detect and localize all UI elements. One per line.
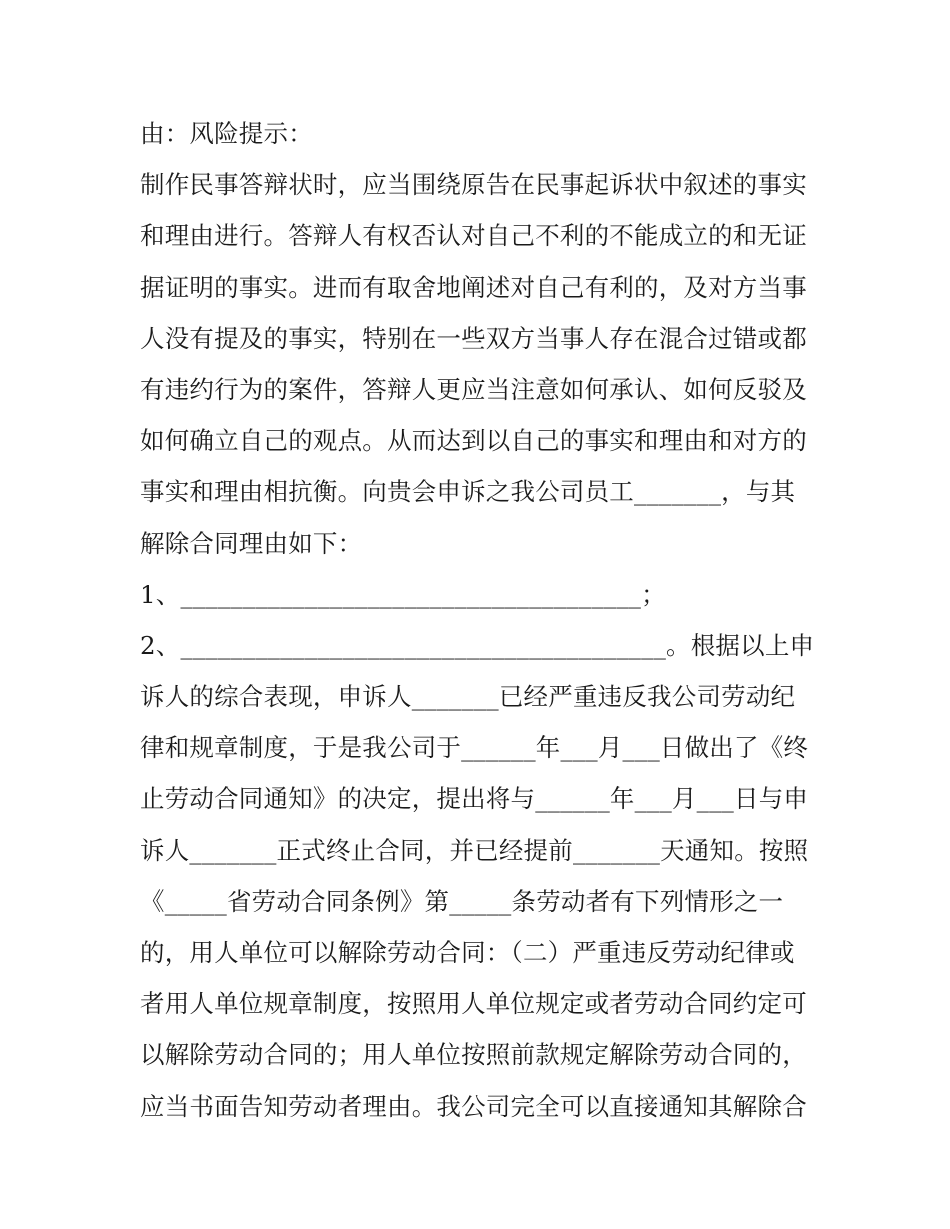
text-line: 由：风险提示： xyxy=(140,119,313,148)
text-line: 者用人单位规章制度，按照用人单位规定或者劳动合同约定可 xyxy=(140,989,807,1019)
text-line: 制作民事答辩状时，应当围绕原告在民事起诉状中叙述的事实 xyxy=(140,170,807,200)
text-line: 的，用人单位可以解除劳动合同：（二）严重违反劳动纪律或 xyxy=(140,938,795,967)
text-line: 诉人_______正式终止合同，并已经提前_______天通知。按照 xyxy=(140,835,809,865)
text-line: 人没有提及的事实，特别在一些双方当事人存在混合过错或都 xyxy=(140,323,807,353)
text-line: 有违约行为的案件，答辩人更应当注意如何承认、如何反驳及 xyxy=(140,374,807,404)
list-item-2: 2、_______________________________________。根据以上申 xyxy=(140,630,815,660)
document-body xyxy=(140,108,820,1132)
text-line: 应当书面告知劳动者理由。我公司完全可以直接通知其解除合 xyxy=(140,1091,807,1121)
text-line: 据证明的事实。进而有取舍地阐述对自己有利的，及对方当事 xyxy=(140,272,807,302)
text-line: 止劳动合同通知》的决定，提出将与______年___月___日与申 xyxy=(140,784,809,814)
text-line: 律和规章制度，于是我公司于______年___月___日做出了《终 xyxy=(140,733,809,763)
text-line: 解除合同理由如下： xyxy=(140,528,363,558)
list-item-1: 1、_____________________________________； xyxy=(140,579,666,609)
text-line: 《_____省劳动合同条例》第_____条劳动者有下列情形之一 xyxy=(140,886,784,916)
text-line: 事实和理由相抗衡。向贵会申诉之我公司员工_______，与其 xyxy=(140,477,796,507)
text-line: 如何确立自己的观点。从而达到以自己的事实和理由和对方的 xyxy=(140,426,807,456)
text-line: 诉人的综合表现，申诉人_______已经严重违反我公司劳动纪 xyxy=(140,682,796,712)
text-line: 以解除劳动合同的；用人单位按照前款规定解除劳动合同的， xyxy=(140,1040,807,1070)
text-line: 和理由进行。答辩人有权否认对自己不利的不能成立的和无证 xyxy=(140,221,807,251)
